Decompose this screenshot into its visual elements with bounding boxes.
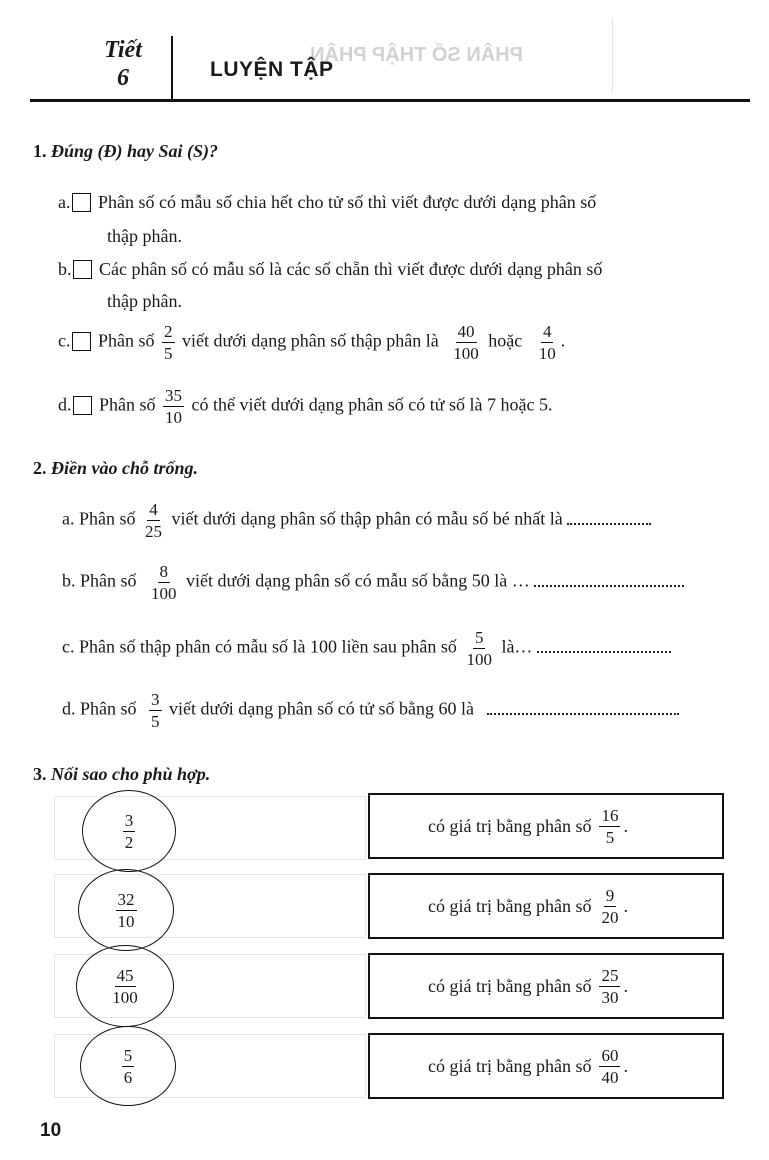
denominator: 5 [164,344,173,363]
match-oval-4[interactable] [80,1026,176,1106]
answer-checkbox-c[interactable] [72,332,91,351]
match-box-text [428,806,628,847]
answer-checkbox-d[interactable] [73,396,92,415]
denominator: 6 [123,1067,133,1087]
denominator: 5 [605,827,615,847]
s1-d-label: d. [58,394,72,415]
match-oval-3[interactable] [76,945,174,1027]
numerator: 40 [457,322,475,341]
fraction [143,500,164,541]
match-box-3[interactable] [368,953,724,1019]
s1-b-text1: Các phân số có mẫu số là các số chẵn thì viết được dưới dạng phân số [99,259,603,279]
denominator: 10 [165,408,183,427]
section-1-heading: Đúng (Đ) hay Sai (S)? [51,141,219,161]
s1-item-c [58,322,565,363]
match-oval-2[interactable] [78,869,174,951]
section-1-title [33,141,218,162]
fraction [122,1046,135,1087]
numerator: 32 [117,889,135,909]
show-through-box [612,18,613,92]
fraction [162,322,175,363]
fraction [123,811,136,852]
section-2-heading: Điền vào chỗ trống. [51,458,199,478]
fraction [599,1046,620,1087]
denominator: 100 [466,650,492,669]
lesson-word: Tiết [104,37,142,63]
answer-blank-c[interactable] [537,650,671,653]
answer-blank-a[interactable] [567,522,651,525]
fraction [537,322,558,363]
s2-a-pre: a. Phân số [62,508,136,529]
match-oval-1[interactable] [82,790,176,872]
numerator: 3 [124,810,134,830]
match-box-text [428,886,628,927]
header-rule [30,99,750,102]
box-end: . [623,895,628,916]
page-number: 10 [40,1120,62,1141]
box-end: . [623,975,628,996]
page-title: LUYỆN TẬP [210,58,334,81]
numerator: 9 [605,885,615,905]
numerator: 4 [149,500,158,519]
s2-d-pre: d. Phân số [62,698,137,719]
numerator: 25 [601,965,619,985]
numerator: 4 [542,322,552,341]
answer-checkbox-a[interactable] [72,193,91,212]
numerator: 5 [474,628,484,647]
denominator: 2 [124,832,134,852]
section-2-number: 2. [33,458,47,478]
denominator: 5 [151,712,160,731]
fraction [149,690,162,731]
s1-item-a-cont: thập phân. [107,226,182,246]
denominator: 10 [117,911,135,931]
box-label: có giá trị bằng phân số [428,1055,592,1076]
fraction [599,806,620,847]
numerator: 60 [601,1045,619,1065]
lesson-label [80,36,166,92]
fraction [149,562,179,603]
s1-item-b [58,258,602,280]
answer-blank-d[interactable] [487,712,679,715]
denominator: 100 [151,584,177,603]
s2-a-post: viết dưới dạng phân số thập phân có mẫu số bé nhất là [171,508,563,529]
box-label: có giá trị bằng phân số [428,975,592,996]
match-box-4[interactable] [368,1033,724,1099]
fraction [599,966,620,1007]
header-divider [171,36,173,100]
s2-b-post: viết dưới dạng phân số có mẫu số bằng 50 là … [186,570,530,591]
s1-c-label: c. [58,330,71,351]
s1-c-end: . [560,330,566,351]
box-label: có giá trị bằng phân số [428,895,592,916]
s2-item-a [62,500,651,541]
fraction [451,322,481,363]
s1-b-label: b. [58,259,72,279]
s1-a-text1: Phân số có mẫu số chia hết cho tử số thì viết được dưới dạng phân số [98,192,597,212]
section-3-title [33,764,210,785]
numerator: 45 [116,965,134,985]
numerator: 16 [601,805,619,825]
match-box-text [428,966,628,1007]
match-box-text [428,1046,628,1087]
match-box-1[interactable] [368,793,724,859]
box-end: . [623,815,628,836]
numerator: 35 [165,386,183,405]
denominator: 10 [538,344,556,363]
fraction [110,966,140,1007]
denominator: 20 [601,907,619,927]
s2-c-post: là… [501,636,533,657]
match-box-2[interactable] [368,873,724,939]
s1-c-pre: Phân số [98,330,155,351]
s1-d-pre: Phân số [99,394,156,415]
fraction [599,886,620,927]
box-end: . [623,1055,628,1076]
numerator: 2 [164,322,173,341]
lesson-number: 6 [117,65,129,91]
s2-item-c [62,628,671,669]
s1-item-a [58,191,596,213]
section-2-title [33,458,198,479]
answer-checkbox-b[interactable] [73,260,92,279]
numerator: 3 [151,690,160,709]
fraction [464,628,494,669]
numerator: 8 [159,562,169,581]
fraction [116,890,137,931]
numerator: 5 [123,1045,133,1065]
answer-blank-b[interactable] [534,584,684,587]
s1-item-d [58,386,552,427]
fraction [163,386,184,427]
denominator: 40 [601,1067,619,1087]
denominator: 100 [453,344,479,363]
s1-c-or: hoặc [488,330,523,351]
section-1-number: 1. [33,141,47,161]
s2-b-pre: b. Phân số [62,570,137,591]
s1-d-post: có thể viết dưới dạng phân số có tử số là 7 hoặc 5. [191,394,553,415]
denominator: 25 [145,522,162,541]
s2-c-pre: c. Phân số thập phân có mẫu số là 100 liền sau phân số [62,636,457,657]
s2-item-d [62,690,679,731]
section-3-heading: Nối sao cho phù hợp. [51,764,211,784]
s2-item-b [62,562,684,603]
s1-c-mid: viết dưới dạng phân số thập phân là [182,330,439,351]
box-label: có giá trị bằng phân số [428,815,592,836]
denominator: 30 [601,987,619,1007]
s2-d-post: viết dưới dạng phân số có tử số bằng 60 là [169,698,474,719]
denominator: 100 [112,987,138,1007]
s1-a-label: a. [58,192,71,212]
s1-item-b-cont: thập phân. [107,291,182,311]
show-through-ghost: PHÂN SỐ THẬP PHÂN [310,44,523,66]
section-3-number: 3. [33,764,47,784]
